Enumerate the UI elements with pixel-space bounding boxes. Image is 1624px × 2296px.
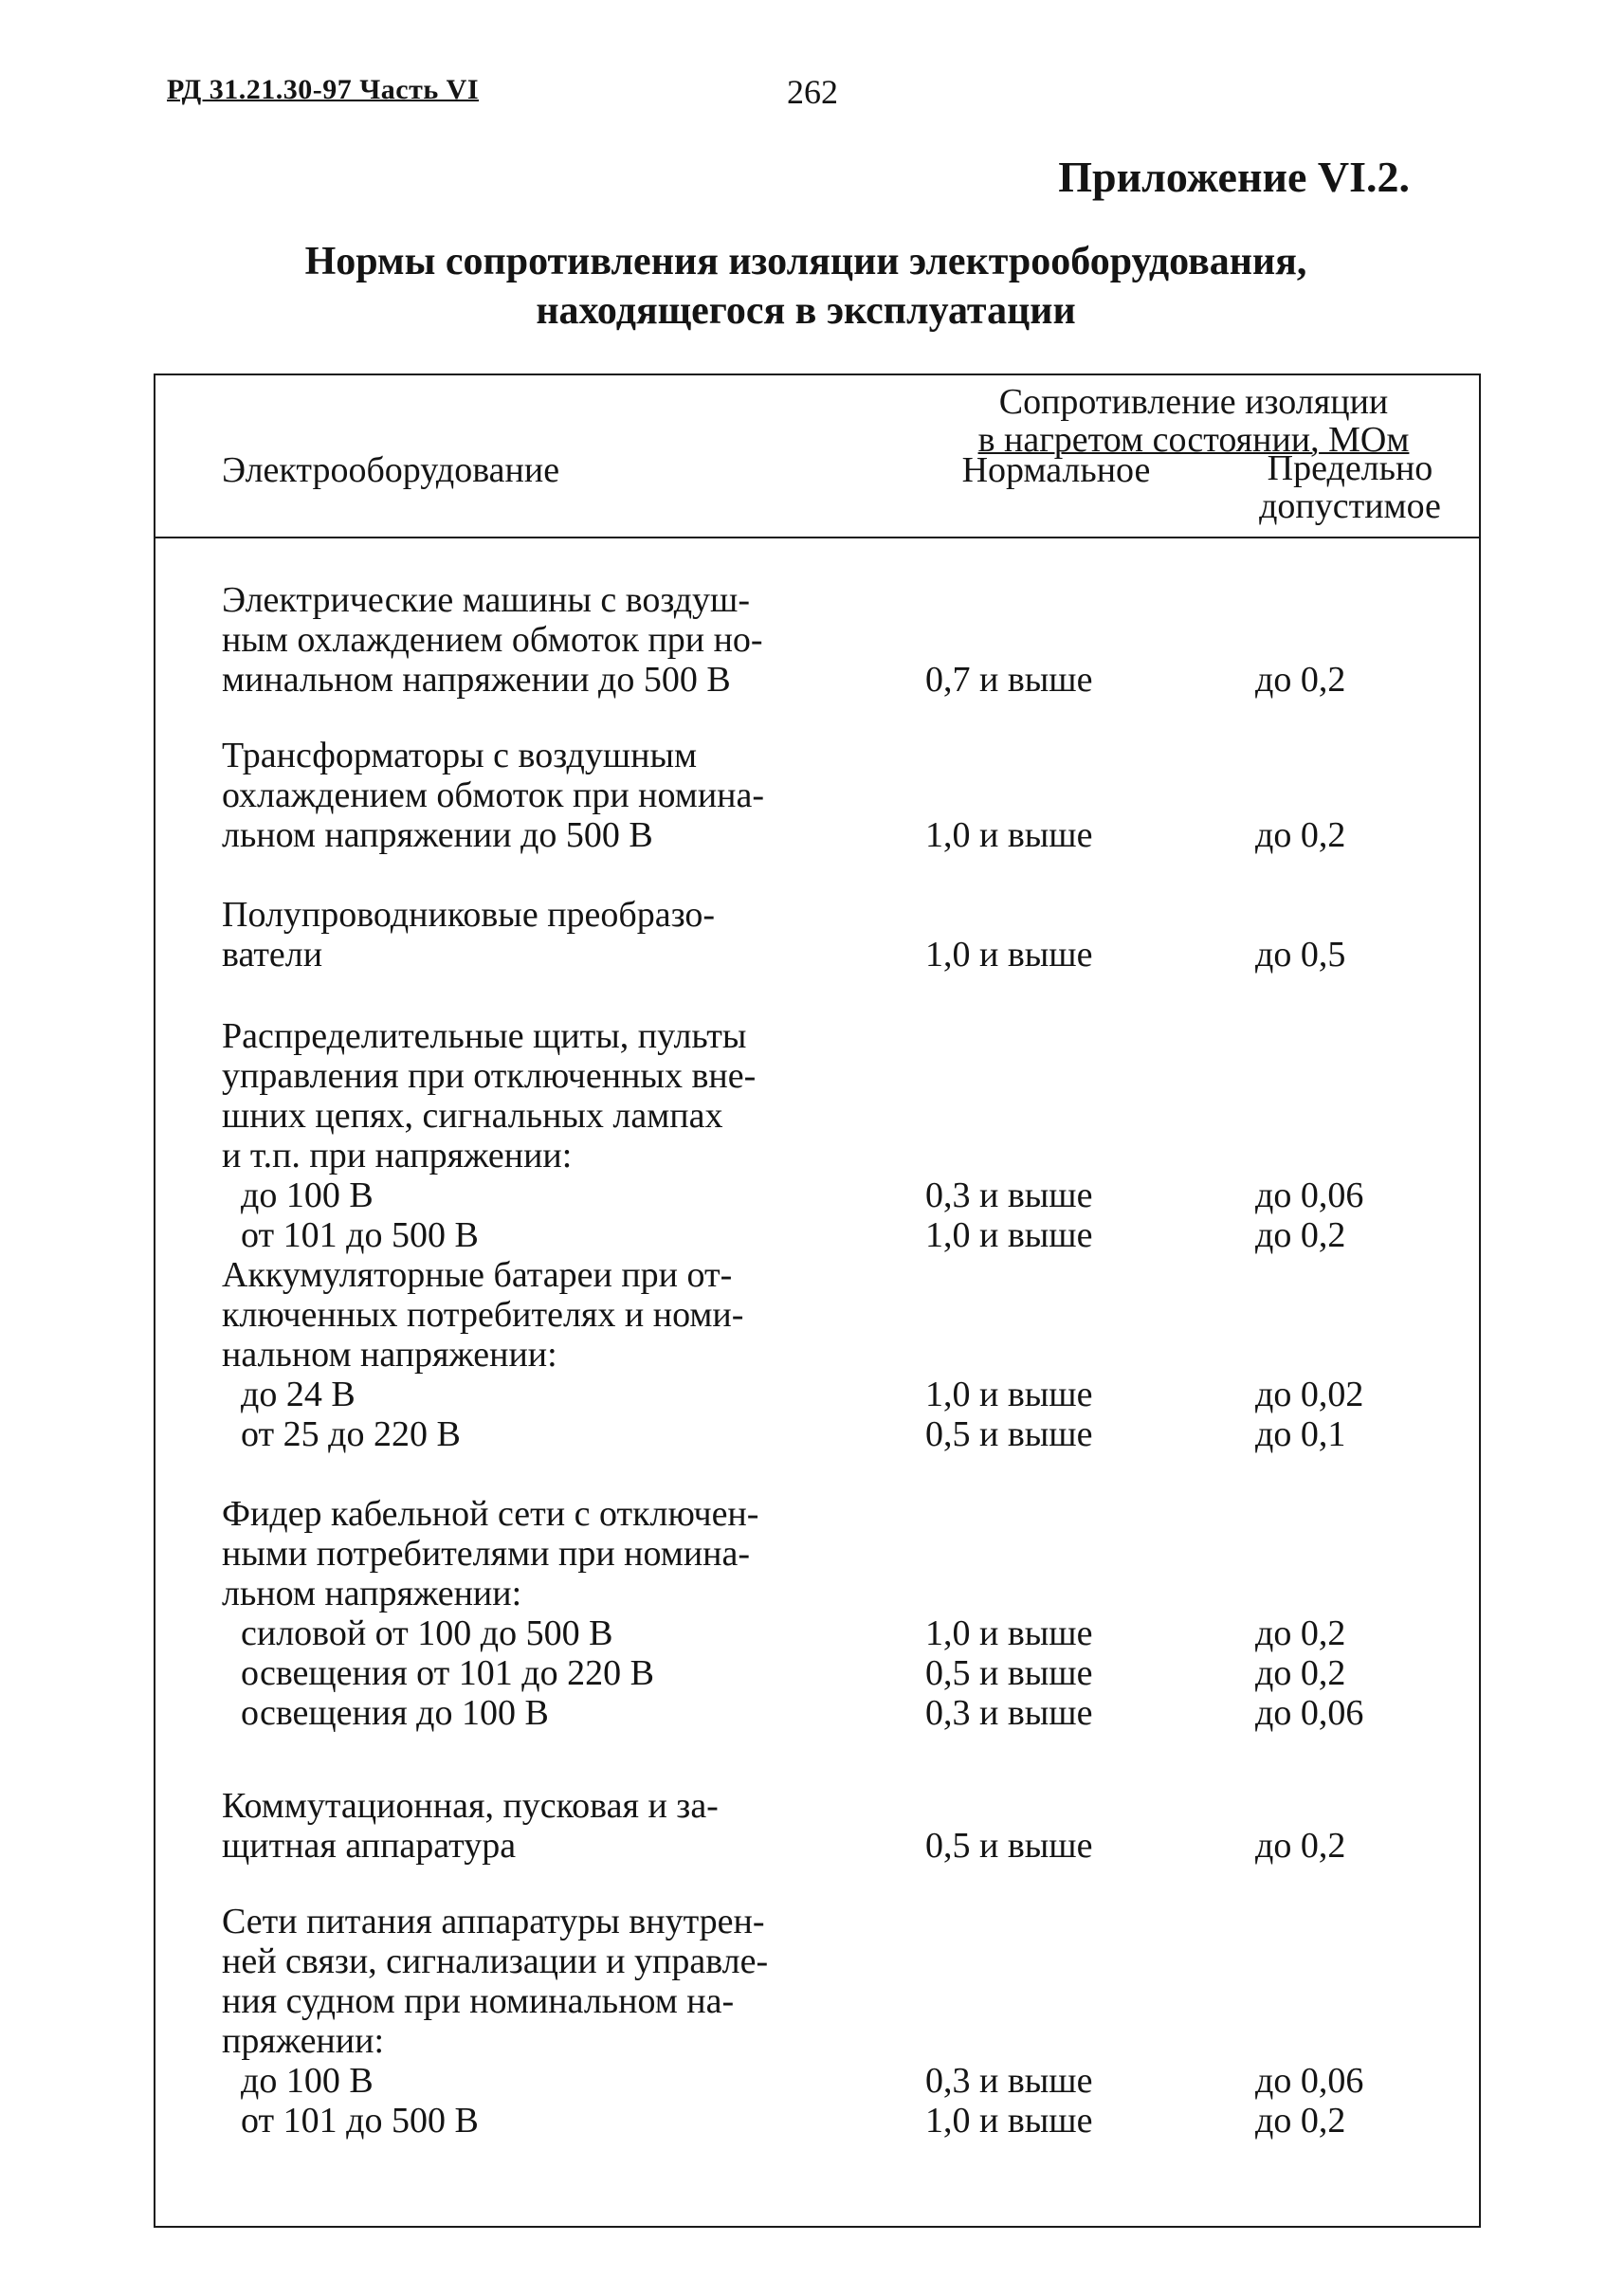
- description-line: охлаждением обмоток при номина-: [222, 775, 765, 815]
- column-header-normal: Нормальное: [961, 450, 1151, 490]
- normal-value: 0,7 и выше: [925, 660, 1093, 700]
- description-line: ным охлаждением обмоток при но-: [222, 620, 763, 660]
- normal-value: 1,0 и выше: [925, 1375, 1093, 1414]
- limit-value: до 0,06: [1255, 2061, 1364, 2101]
- voltage-sub-label: до 100 В: [241, 1175, 374, 1215]
- description-line: Электрические машины с воздуш-: [222, 580, 750, 620]
- normal-value: 0,3 и выше: [925, 2061, 1093, 2101]
- limit-value: до 0,2: [1255, 1653, 1346, 1693]
- normal-value: 0,5 и выше: [925, 1414, 1093, 1454]
- header-divider: [155, 537, 1479, 538]
- limit-value: до 0,2: [1255, 1215, 1346, 1255]
- voltage-sub-label: до 100 В: [241, 2061, 374, 2101]
- limit-value: до 0,06: [1255, 1175, 1364, 1215]
- description-line: льном напряжении до 500 В: [222, 815, 653, 855]
- limit-value: до 0,1: [1255, 1414, 1346, 1454]
- description-line: управления при отключенных вне-: [222, 1056, 757, 1096]
- description-line: ными потребителями при номина-: [222, 1534, 751, 1574]
- resistance-group-header: [867, 383, 1521, 459]
- equipment-description: [222, 1786, 838, 1866]
- voltage-sub-label: освещения до 100 В: [241, 1693, 549, 1733]
- title-line-2: находящегося в эксплуатации: [536, 289, 1076, 333]
- voltage-sub-label: освещения от 101 до 220 В: [241, 1653, 654, 1693]
- equipment-description: [222, 1016, 838, 1175]
- normal-value: 1,0 и выше: [925, 1215, 1093, 1255]
- description-line: льном напряжении:: [222, 1574, 522, 1613]
- limit-value: до 0,2: [1255, 660, 1346, 700]
- description-line: ния судном при номинальном на-: [222, 1981, 735, 2021]
- insulation-norms-table: [154, 374, 1481, 2228]
- title-line-1: Нормы сопротивления изоляции электрооборудования,: [304, 240, 1307, 283]
- equipment-description: [222, 1494, 838, 1613]
- description-line: Сети питания аппаратуры внутрен-: [222, 1902, 765, 1941]
- description-line: ней связи, сигнализации и управле-: [222, 1941, 769, 1981]
- description-line: Распределительные щиты, пульты: [222, 1016, 747, 1056]
- description-line: ватели: [222, 935, 323, 975]
- normal-value: 0,5 и выше: [925, 1826, 1093, 1866]
- limit-value: до 0,2: [1255, 815, 1346, 855]
- description-line: шних цепях, сигнальных лампах: [222, 1096, 723, 1136]
- normal-value: 0,3 и выше: [925, 1175, 1093, 1215]
- normal-value: 1,0 и выше: [925, 2101, 1093, 2141]
- limit-value: до 0,06: [1255, 1693, 1364, 1733]
- document-reference: РД 31.21.30-97 Часть VI: [167, 74, 480, 105]
- limit-header-line-1: Предельно: [1267, 448, 1433, 488]
- description-line: Коммутационная, пусковая и за-: [222, 1786, 719, 1826]
- equipment-description: [222, 580, 838, 700]
- voltage-sub-label: от 101 до 500 В: [241, 2101, 479, 2141]
- column-header-equipment: Электрооборудование: [222, 450, 560, 490]
- description-line: Трансформаторы с воздушным: [222, 736, 698, 775]
- group-header-line-1: Сопротивление изоляции: [998, 382, 1389, 422]
- voltage-sub-label: до 24 В: [241, 1375, 356, 1414]
- equipment-description: [222, 1255, 838, 1375]
- limit-value: до 0,2: [1255, 2101, 1346, 2141]
- normal-value: 0,5 и выше: [925, 1653, 1093, 1693]
- equipment-description: [222, 736, 838, 855]
- normal-value: 1,0 и выше: [925, 815, 1093, 855]
- description-line: Фидер кабельной сети с отключен-: [222, 1494, 759, 1534]
- limit-value: до 0,5: [1255, 935, 1346, 975]
- normal-value: 1,0 и выше: [925, 935, 1093, 975]
- description-line: и т.п. при напряжении:: [222, 1136, 573, 1175]
- normal-value: 1,0 и выше: [925, 1613, 1093, 1653]
- group-header-line-2: в нагретом состоянии, МОм: [977, 420, 1410, 460]
- voltage-sub-label: силовой от 100 до 500 В: [241, 1613, 613, 1653]
- appendix-label: Приложение VI.2.: [1058, 153, 1410, 201]
- page-number: 262: [787, 73, 838, 111]
- description-line: щитная аппаратура: [222, 1826, 517, 1866]
- equipment-description: [222, 895, 838, 975]
- description-line: нальном напряжении:: [222, 1335, 557, 1375]
- description-line: ключенных потребителях и номи-: [222, 1295, 744, 1335]
- limit-header-line-2: допустимое: [1259, 486, 1441, 526]
- description-line: минальном напряжении до 500 В: [222, 660, 731, 700]
- limit-value: до 0,2: [1255, 1826, 1346, 1866]
- equipment-description: [222, 1902, 838, 2061]
- column-header-limit: [1227, 449, 1473, 525]
- voltage-sub-label: от 101 до 500 В: [241, 1215, 479, 1255]
- limit-value: до 0,02: [1255, 1375, 1364, 1414]
- limit-value: до 0,2: [1255, 1613, 1346, 1653]
- page-title: [190, 237, 1422, 336]
- description-line: Аккумуляторные батареи при от-: [222, 1255, 733, 1295]
- description-line: Полупроводниковые преобразо-: [222, 895, 716, 935]
- description-line: пряжении:: [222, 2021, 384, 2061]
- voltage-sub-label: от 25 до 220 В: [241, 1414, 461, 1454]
- normal-value: 0,3 и выше: [925, 1693, 1093, 1733]
